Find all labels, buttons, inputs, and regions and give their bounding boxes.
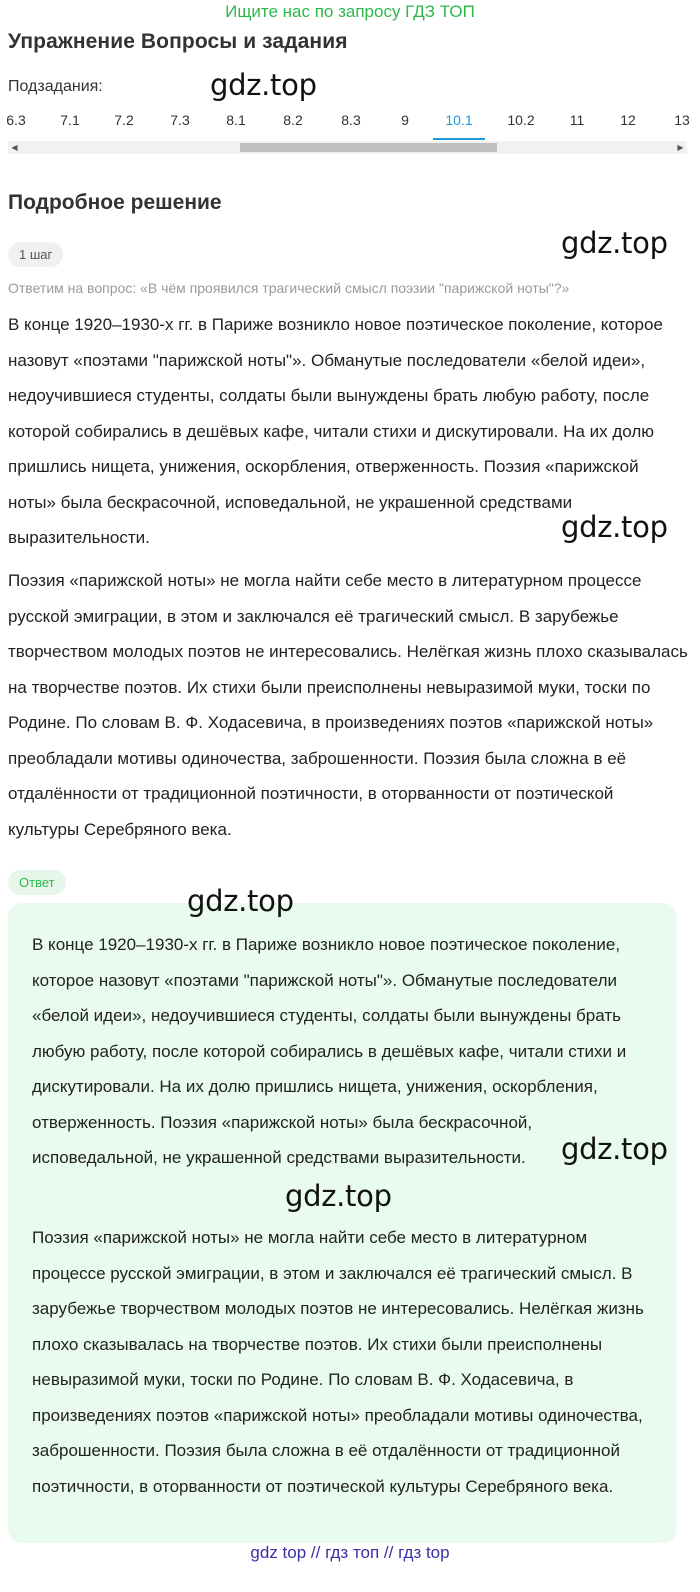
tab-9[interactable]: 9	[401, 112, 409, 128]
step-badge: 1 шаг	[8, 242, 63, 267]
tab-7-3[interactable]: 7.3	[170, 112, 190, 128]
solution-paragraph: В конце 1920–1930-х гг. в Париже возникло новое поэтическое поколение, которое назовут «поэтами "парижской ноты"». Обманутые последователи «белой идеи», недоучившиеся студенты, солдаты были вынуждены брать любую работу, после которой собирались в дешёвых кафе, читали стихи и дискутировали. На их долю пришлись нищета, унижения, оскорбления, отверженность. Поэзия «парижской ноты» была бескрасочной, исповедальной, не украшенной средствами выразительности.	[8, 315, 663, 547]
tab-10-2[interactable]: 10.2	[507, 112, 535, 128]
tab-8-2[interactable]: 8.2	[283, 112, 303, 128]
tab-7-1[interactable]: 7.1	[60, 112, 80, 128]
tab-13[interactable]: 13	[674, 112, 690, 128]
watermark-logo: gdz.top	[210, 68, 317, 102]
footer-links[interactable]: gdz top // гдз топ // гдз top	[250, 1543, 450, 1562]
scrollbar-thumb[interactable]	[240, 143, 497, 152]
solution-paragraph: Поэзия «парижской ноты» не могла найти себе место в литературном процессе русской эмиграции, в этом и заключался её трагический смысл. В зарубежье творчеством молодых поэтов не интересовались. Нелёгкая жизнь плохо сказывалась на творчестве поэтов. Их стихи были преисполнены невыразимой муки, тоски по Родине. По словам В. Ф. Ходасевича, в произведениях поэтов «парижской ноты» преобладали мотивы одиночества, заброшенности. Поэзия была сложна в её отдалённости от традиционной поэтичности, в оторванности от поэтической культуры Серебряного века.	[8, 571, 688, 839]
tab-10-1[interactable]: 10.1	[433, 104, 485, 140]
watermark-logo: gdz.top	[285, 1179, 392, 1213]
watermark-logo: gdz.top	[187, 884, 294, 918]
tab-8-3[interactable]: 8.3	[341, 112, 361, 128]
watermark-logo: gdz.top	[561, 510, 668, 544]
answer-paragraph: Поэзия «парижской ноты» не могла найти себе место в литературном процессе русской эмиграции, в этом и заключался её трагический смысл. В зарубежье творчеством молодых поэтов не интересовались. Нелёгкая жизнь плохо сказывалась на творчестве поэтов. Их стихи были преисполнены невыразимой муки, тоски по Родине. По словам В. Ф. Ходасевича, в произведениях поэтов «парижской ноты» преобладали мотивы одиночества, заброшенности. Поэзия была сложна в её отдалённости от традиционной поэтичности, в оторванности от поэтической культуры Серебряного века.	[32, 1228, 644, 1496]
tab-8-1[interactable]: 8.1	[226, 112, 246, 128]
answer-paragraph: В конце 1920–1930-х гг. в Париже возникло новое поэтическое поколение, которое назовут «поэтами "парижской ноты"». Обманутые последователи «белой идеи», недоучившиеся студенты, солдаты были вынуждены брать любую работу, после которой собирались в дешёвых кафе, читали стихи и дискутировали. На их долю пришлись нищета, унижения, оскорбления, отверженность. Поэзия «парижской ноты» была бескрасочной, исповедальной, не украшенной средствами выразительности.	[32, 935, 627, 1167]
tab-6-3[interactable]: 6.3	[6, 112, 26, 128]
question-text: Ответим на вопрос: «В чём проявился трагический смысл поэзии "парижской ноты"?»	[8, 280, 570, 296]
subtask-tabs	[0, 104, 700, 140]
watermark-logo: gdz.top	[561, 1132, 668, 1166]
subtasks-label: Подзадания:	[8, 78, 103, 95]
solution-title: Подробное решение	[8, 191, 222, 214]
page-title: Упражнение Вопросы и задания	[8, 30, 348, 53]
search-banner: Ищите нас по запросу ГДЗ ТОП	[225, 2, 475, 21]
tab-12[interactable]: 12	[620, 112, 636, 128]
tabs-scrollbar[interactable]	[8, 141, 687, 154]
watermark-logo: gdz.top	[561, 226, 668, 260]
scroll-left-icon[interactable]: ◀	[11, 143, 18, 152]
tab-7-2[interactable]: 7.2	[114, 112, 134, 128]
scroll-right-icon[interactable]: ▶	[677, 143, 684, 152]
answer-badge: Ответ	[8, 870, 66, 895]
tab-11[interactable]: 11	[569, 112, 585, 128]
